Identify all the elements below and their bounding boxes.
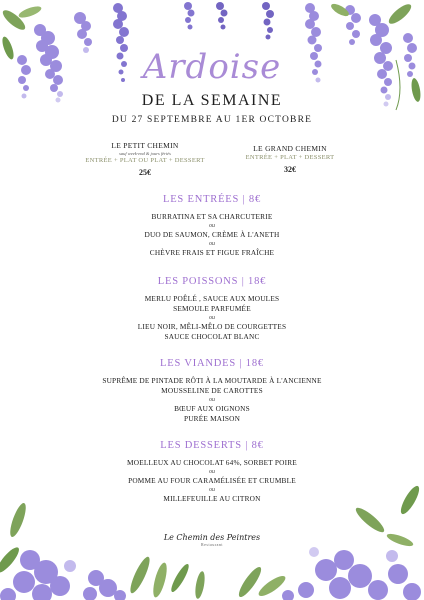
section-title: LES DESSERTS | 8€ <box>160 440 264 451</box>
dish: LIEU NOIR, MÊLI-MÊLO DE COURGETTES <box>137 322 287 331</box>
formula-grand-chemin <box>210 144 370 174</box>
dish: BŒUF AUX OIGNONS <box>174 404 250 413</box>
wisteria-bottom-right <box>282 547 421 600</box>
restaurant-logo <box>0 533 424 547</box>
separator-ou: ou <box>209 223 215 229</box>
section-desserts <box>0 440 424 504</box>
separator-ou: ou <box>209 241 215 247</box>
dish: POMME AU FOUR CARAMÉLISÉE ET CRUMBLE <box>128 476 296 485</box>
dish: MERLU POÊLÉ , SAUCE AUX MOULES <box>144 294 280 303</box>
dish: CHÈVRE FRAIS ET FIGUE FRAÎCHE <box>149 248 275 257</box>
dish-side: PURÉE MAISON <box>183 414 241 423</box>
section-viandes <box>0 358 424 424</box>
section-poissons <box>0 276 424 342</box>
section-title: LES VIANDES | 18€ <box>160 358 264 369</box>
formula-petit-chemin <box>60 141 230 177</box>
dish-side: MOUSSELINE DE CAROTTES <box>161 386 263 395</box>
formula-name: LE PETIT CHEMIN <box>111 141 179 150</box>
dish: MILLEFEUILLE AU CITRON <box>163 494 261 503</box>
separator-ou: ou <box>209 487 215 493</box>
formula-note: sauf week-end & jours fériés <box>119 151 171 156</box>
separator-ou: ou <box>209 469 215 475</box>
menu-title: Ardoise <box>142 47 282 87</box>
logo-text: Le Chemin des Peintres <box>163 533 261 542</box>
formula-name: LE GRAND CHEMIN <box>253 144 327 153</box>
wisteria-top-center-right <box>216 2 274 40</box>
logo-subtitle: Restaurant <box>200 542 224 547</box>
formula-price: 32€ <box>284 165 296 174</box>
dish: BURRATINA ET SA CHARCUTERIE <box>151 212 273 221</box>
dish: DUO DE SAUMON, CRÈME À L'ANETH <box>144 230 280 239</box>
menu-subtitle: DE LA SEMAINE <box>141 92 283 109</box>
dish: SUPRÊME DE PINTADE RÔTI À LA MOUTARDE À L'ANCIENNE <box>102 376 322 385</box>
wisteria-bottom-left <box>0 550 126 600</box>
section-entrees <box>0 194 424 258</box>
formula-price: 25€ <box>139 168 151 177</box>
formula-description: ENTRÉE + PLAT + DESSERT <box>245 154 335 161</box>
formula-description: ENTRÉE + PLAT OU PLAT + DESSERT <box>85 157 205 164</box>
dish-side: SEMOULE PARFUMÉE <box>173 304 251 313</box>
section-title: LES ENTRÉES | 8€ <box>162 194 262 205</box>
dish: MOELLEUX AU CHOCOLAT 64%, SORBET POIRE <box>127 458 297 467</box>
leaf-cluster-bottom-left <box>0 501 206 599</box>
separator-ou: ou <box>209 315 215 321</box>
dish-side: SAUCE CHOCOLAT BLANC <box>164 332 260 341</box>
section-title: LES POISSONS | 18€ <box>157 276 267 287</box>
date-range: DU 27 SEPTEMBRE AU 1ER OCTOBRE <box>111 115 313 125</box>
separator-ou: ou <box>209 397 215 403</box>
